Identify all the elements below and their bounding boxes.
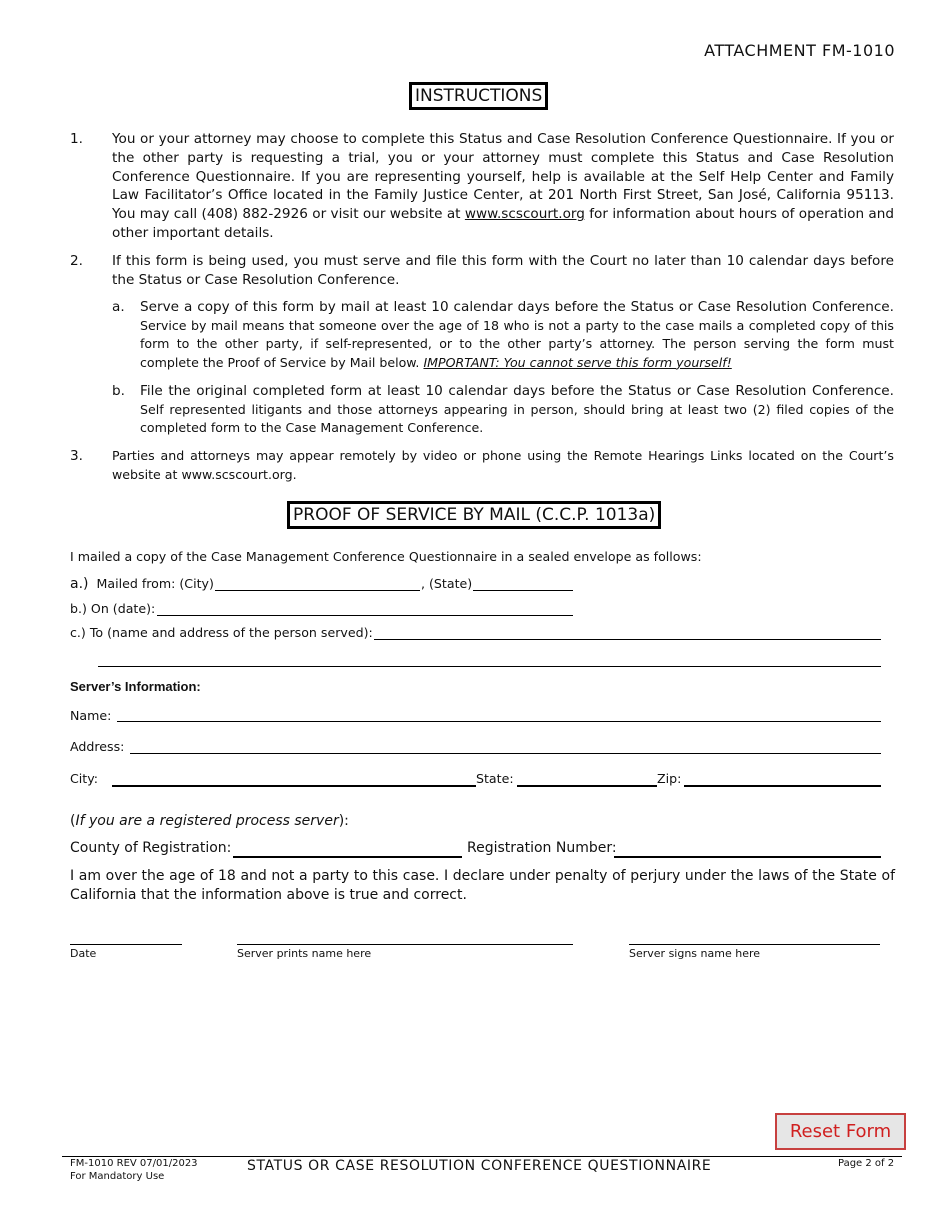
reg-number-label: Registration Number:	[467, 840, 617, 856]
server-name-label: Name:	[70, 708, 112, 723]
attachment-label: ATTACHMENT FM-1010	[704, 41, 895, 60]
mailing-intro: I mailed a copy of the Case Management Conference Questionnaire in a sealed envelope as follows:	[70, 549, 702, 564]
instructions-heading: INSTRUCTIONS	[409, 82, 548, 110]
note-italic: If you are a registered process server	[75, 813, 339, 829]
server-zip-label: Zip:	[657, 771, 682, 786]
server-address-label: Address:	[70, 739, 125, 754]
server-zip-field[interactable]	[684, 785, 881, 787]
date-caption: Date	[70, 947, 97, 960]
print-name-line[interactable]	[237, 944, 573, 945]
footer-rule	[62, 1156, 902, 1157]
county-label: County of Registration:	[70, 840, 232, 856]
server-state-label: State:	[476, 771, 514, 786]
mailed-from-label: Mailed from: (City)	[96, 576, 214, 591]
server-city-label: City:	[70, 771, 99, 786]
item2b-first: File the original completed form at least 10 calendar days before the Status or Case Resolution Conference.	[140, 383, 894, 399]
mailed-from-state-field[interactable]	[473, 590, 573, 591]
footer-title: STATUS OR CASE RESOLUTION CONFERENCE QUESTIONNAIRE	[247, 1158, 712, 1174]
item2b-rest: Self represented litigants and those attorneys appearing in person, should bring at least two (2) filed copies of the completed form to the Case Management Conference.	[140, 401, 894, 436]
mailed-from-city-field[interactable]	[215, 590, 420, 591]
note-paren-open: (	[70, 813, 76, 829]
item1-number: 1.	[70, 131, 83, 147]
served-to-label: c.) To (name and address of the person served):	[70, 625, 373, 640]
server-city-field[interactable]	[112, 785, 476, 787]
item2b-text	[140, 382, 894, 438]
proof-of-service-heading: PROOF OF SERVICE BY MAIL (C.C.P. 1013a)	[287, 501, 661, 529]
item1-text-a: You or your attorney may choose to complete this Status and Case Resolution Conference Questionnaire. If you or the other party is requesting a trial, you or your attorney must complete this Status and Case Resolution Conference Questionnaire. If you are representing yourself, help is available at the Self Help Center and Family Law Facilitator’s Office located in the Family Justice Center, at 201 North First Street, San José, California 95113. You may call (408) 882-2926 or visit our website at	[112, 131, 894, 223]
signature-line[interactable]	[629, 944, 880, 945]
item2b-label: b.	[112, 383, 125, 399]
server-name-field[interactable]	[117, 721, 881, 722]
item3-text: Parties and attorneys may appear remotely by video or phone using the Remote Hearings Links located on the Court’s website at www.scscourt.org.	[112, 448, 894, 482]
note-paren-close: ):	[338, 813, 349, 829]
signature-caption: Server signs name here	[629, 947, 761, 960]
reg-number-field[interactable]	[614, 856, 881, 858]
server-state-field[interactable]	[517, 785, 657, 787]
county-field[interactable]	[233, 856, 462, 858]
mailed-from-row	[70, 576, 214, 592]
registered-server-note	[70, 813, 349, 829]
item1-text-b: for information about hours of operation and other important details.	[112, 206, 895, 241]
item2a-label: a.	[112, 299, 125, 315]
item2a-text	[140, 298, 894, 372]
server-address-field[interactable]	[130, 753, 881, 754]
print-name-caption: Server prints name here	[237, 947, 372, 960]
declaration-text: I am over the age of 18 and not a party to this case. I declare under penalty of perjury under the laws of the State of California that the information above is true and correct.	[70, 868, 895, 903]
date-line[interactable]	[70, 944, 182, 945]
row-a-label: a.)	[70, 576, 89, 592]
item2a-rest: Service by mail means that someone over the age of 18 who is not a party to the case mails a completed copy of this form to the other party, if self-represented, or to the other party’s attorney. The person serving the form must complete the Proof of Service by Mail below.	[140, 317, 894, 370]
website-link[interactable]: www.scscourt.org	[464, 206, 585, 223]
item2-text: If this form is being used, you must serve and file this form with the Court no later than 10 calendar days before the Status or Case Resolution Conference.	[112, 253, 894, 288]
form-id: FM-1010 REV 07/01/2023	[70, 1158, 198, 1169]
on-date-field[interactable]	[157, 615, 573, 616]
important-note: IMPORTANT: You cannot serve this form yourself!	[423, 354, 732, 370]
mandatory-use: For Mandatory Use	[70, 1171, 165, 1182]
served-to-field[interactable]	[374, 639, 881, 640]
item1-text	[112, 130, 894, 243]
page-number: Page 2 of 2	[838, 1158, 895, 1169]
reset-form-button[interactable]: Reset Form	[775, 1113, 906, 1150]
item3-number: 3.	[70, 448, 83, 464]
server-info-heading: Server’s Information:	[70, 679, 201, 694]
item2-number: 2.	[70, 253, 83, 269]
on-date-label: b.) On (date):	[70, 601, 156, 616]
mailed-from-state-label: , (State)	[421, 576, 473, 591]
item2a-first: Serve a copy of this form by mail at least 10 calendar days before the Status or Case Resolution Conference.	[140, 299, 894, 315]
served-address-field[interactable]	[98, 666, 881, 667]
